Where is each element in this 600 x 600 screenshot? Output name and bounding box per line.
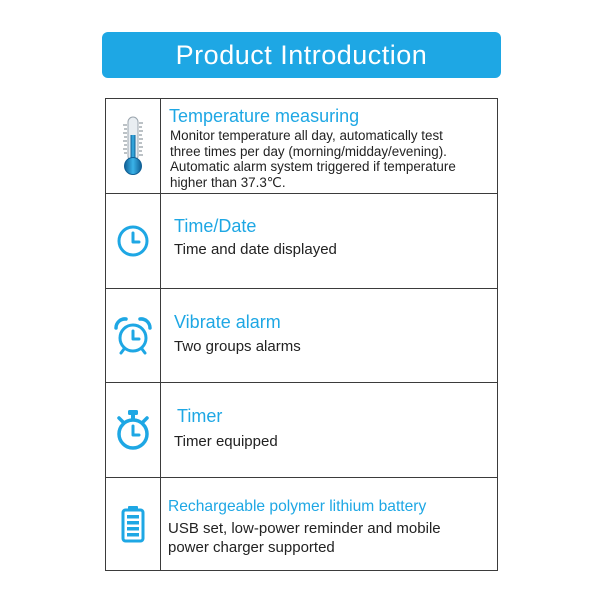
feature-row-time-date: [106, 194, 497, 289]
description-line: Monitor temperature all day, automatically test: [170, 128, 443, 143]
feature-description: [174, 433, 278, 451]
description-line: higher than 37.3℃.: [170, 174, 286, 190]
feature-title: Time/Date: [174, 216, 257, 236]
icon-cell: [106, 99, 161, 193]
text-cell: [161, 194, 497, 288]
feature-title: Vibrate alarm: [174, 312, 281, 332]
icon-cell: [106, 289, 161, 382]
feature-description: [170, 128, 456, 190]
description-line: Two groups alarms: [174, 338, 301, 355]
page-title: Product Introduction: [102, 32, 501, 78]
text-cell: [161, 289, 497, 382]
description-line: Time and date displayed: [174, 241, 337, 258]
battery-icon: [121, 505, 145, 543]
alarm-clock-icon: [113, 316, 153, 356]
feature-row-temperature: [106, 99, 497, 194]
feature-description: [168, 520, 441, 557]
feature-title: Rechargeable polymer lithium battery: [168, 498, 427, 515]
description-line: USB set, low-power reminder and mobile: [168, 520, 441, 537]
clock-icon: [116, 224, 150, 258]
stopwatch-icon: [115, 409, 151, 451]
icon-cell: [106, 383, 161, 477]
feature-description: [174, 241, 337, 259]
feature-row-vibrate-alarm: [106, 289, 497, 383]
feature-description: [174, 338, 301, 356]
text-cell: [161, 383, 497, 477]
text-cell: [161, 99, 497, 193]
text-cell: [161, 478, 497, 570]
feature-row-timer: [106, 383, 497, 478]
feature-title: Timer: [177, 406, 223, 426]
feature-table: [105, 98, 498, 571]
description-line: Automatic alarm system triggered if temperature: [170, 159, 456, 174]
description-line: Timer equipped: [174, 433, 278, 450]
thermometer-icon: [118, 115, 148, 177]
icon-cell: [106, 194, 161, 288]
description-line: power charger supported: [168, 538, 335, 556]
feature-title: Temperature measuring: [169, 106, 360, 126]
feature-row-battery: [106, 478, 497, 570]
icon-cell: [106, 478, 161, 570]
description-line: three times per day (morning/midday/evening).: [170, 143, 447, 159]
